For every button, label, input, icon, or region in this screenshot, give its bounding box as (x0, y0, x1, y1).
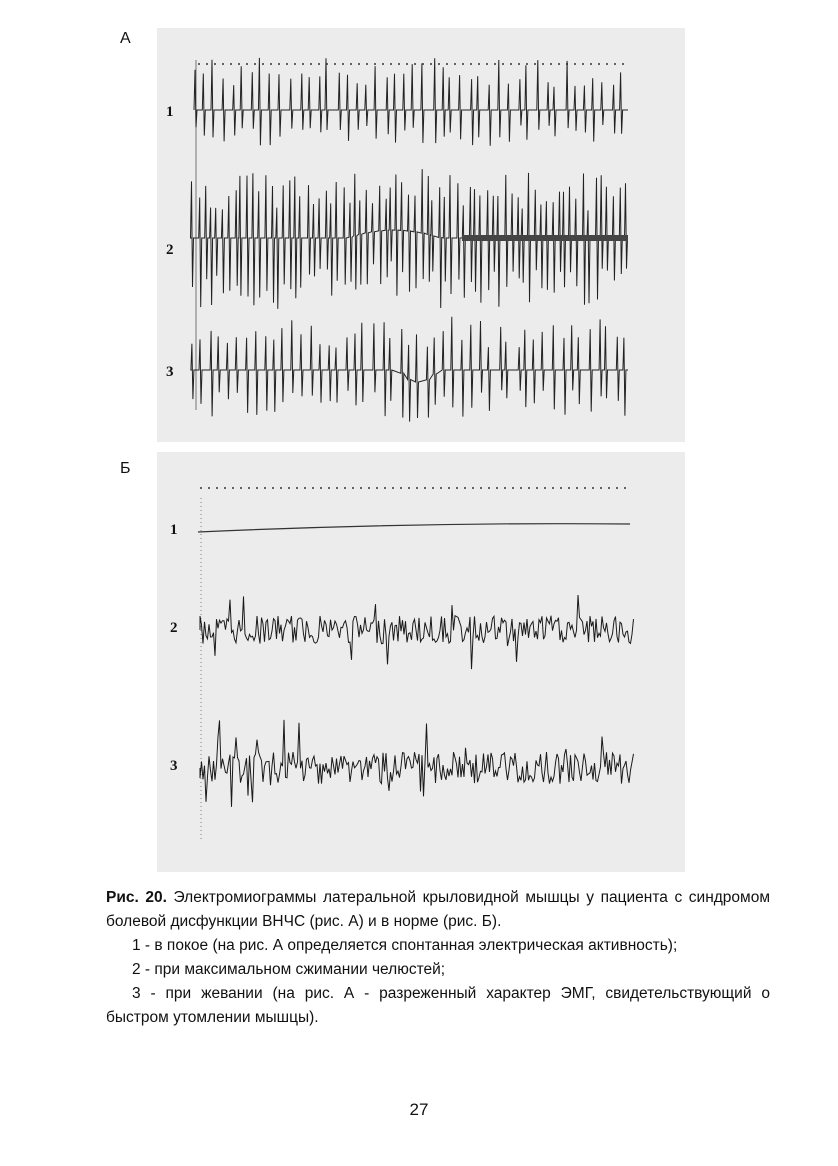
panel-a-letter: А (120, 30, 131, 47)
figure-label: Рис. 20. (106, 889, 167, 906)
panel-a-trace-3-waveform (191, 317, 628, 422)
panel-b-trace-2-waveform (200, 595, 634, 669)
caption-item-2: 2 - при максимальном сжимании челюстей; (132, 961, 446, 978)
caption-item-1: 1 - в покое (на рис. А определяется спонтанная электрическая активность); (132, 937, 678, 954)
panel-b-trace-3-waveform (200, 720, 634, 807)
panel-b-letter: Б (120, 460, 131, 477)
panel-b-trace-3-label: 3 (170, 758, 178, 774)
emg-traces-group (191, 58, 634, 840)
panel-b-trace-2-label: 2 (170, 620, 178, 636)
panel-a-trace-2-thick-baseline (462, 235, 628, 241)
panel-a-trace-1-label: 1 (166, 104, 174, 120)
panel-a-trace-2-label: 2 (166, 242, 174, 258)
caption-item-3: 3 - при жевании (на рис. А - разреженный характер ЭМГ, свидетельствующий о быстром утомлении мышцы). (106, 985, 770, 1026)
panel-b-trace-1-waveform (198, 524, 630, 532)
caption-intro: Электромиограммы латеральной крыловидной мышцы у пациента с синдромом болевой дисфункции ВНЧС (рис. А) и в норме (рис. Б). (106, 889, 770, 930)
page-number: 27 (409, 1100, 429, 1119)
figure-caption (106, 886, 770, 1030)
panel-a-trace-1-waveform (194, 58, 628, 146)
panel-b-trace-1-label: 1 (170, 522, 178, 538)
panel-a-trace-3-label: 3 (166, 364, 174, 380)
